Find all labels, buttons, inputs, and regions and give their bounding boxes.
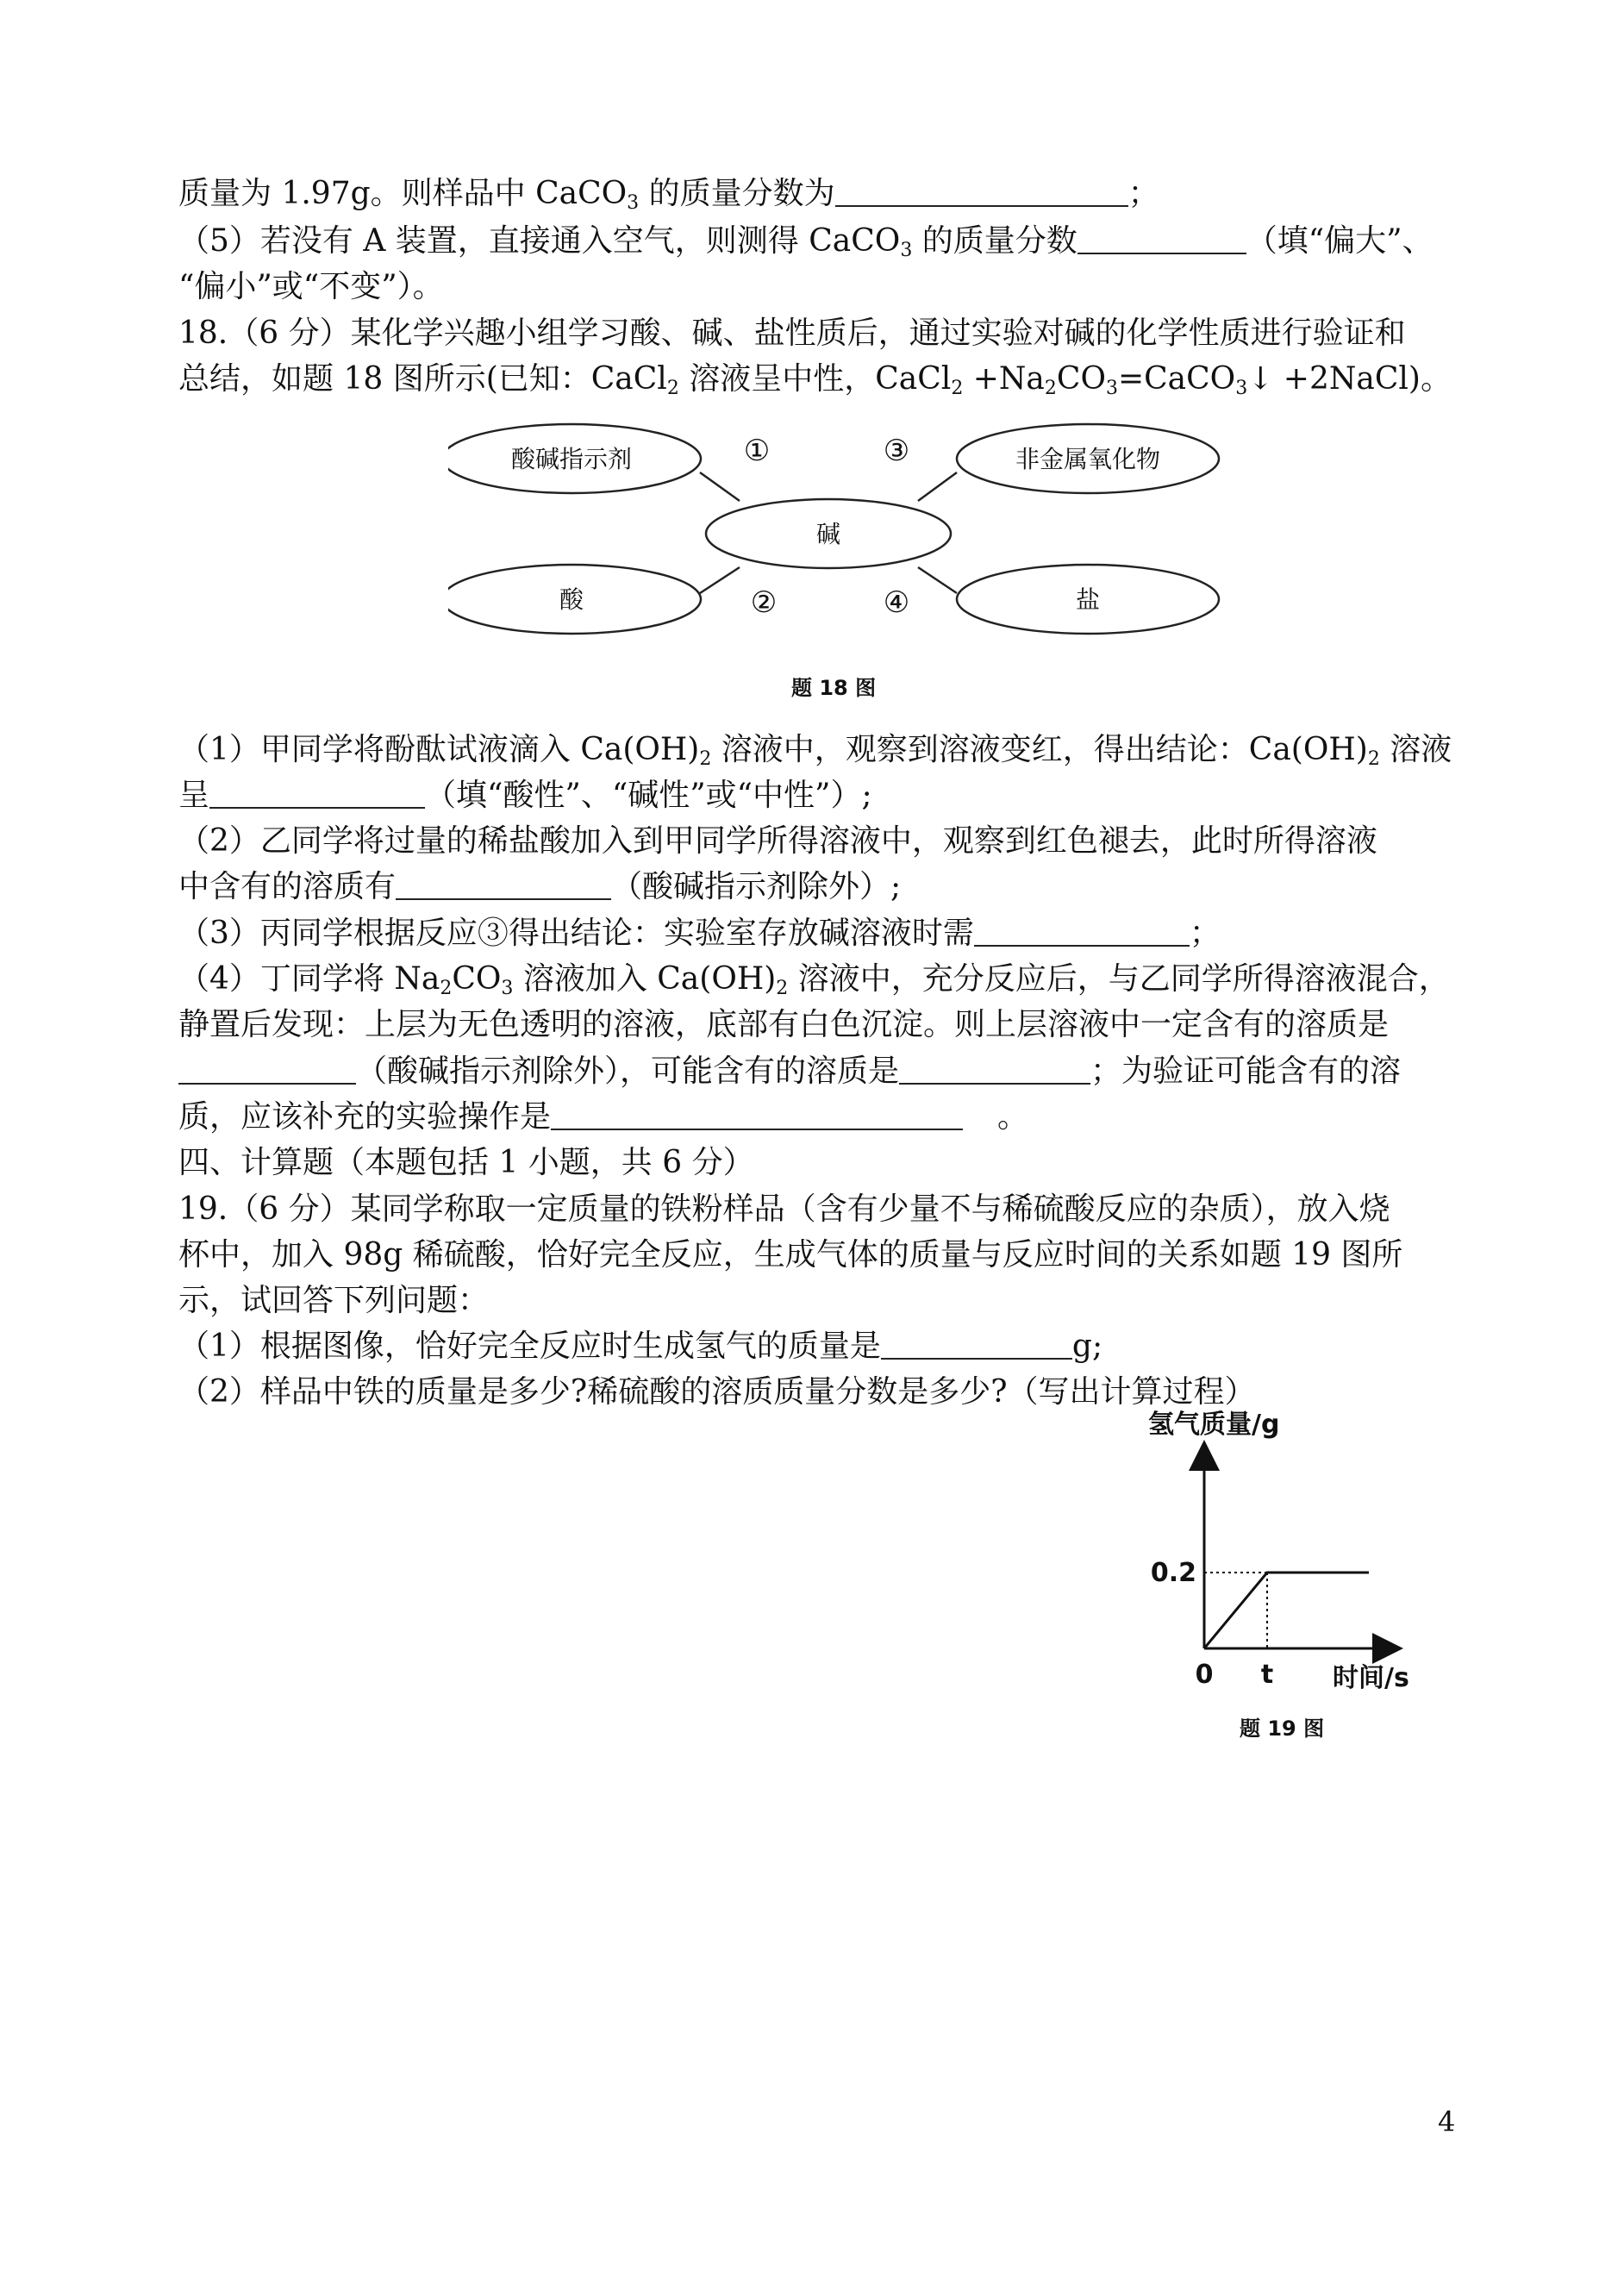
text: （酸碱指示剂除外），可能含有的溶质是 (356, 1054, 900, 1089)
text-line-19 (178, 1325, 1102, 1368)
text-line-8 (178, 820, 1377, 863)
text: （酸碱指示剂除外）; (611, 869, 902, 904)
origin-label: 0 (1195, 1660, 1214, 1690)
text: （4）丁同学将 Na (178, 961, 440, 997)
text: 质量为 1.97g。则样品中 CaCO (178, 176, 628, 211)
text: （1）根据图像，恰好完全反应时生成氢气的质量是 (178, 1329, 881, 1364)
section-4-heading (178, 1141, 754, 1185)
text: “偏小”或“不变”）。 (178, 269, 444, 304)
node-label-base: 碱 (815, 520, 841, 548)
text: ； (1127, 176, 1159, 211)
page-number: 4 (1438, 2105, 1456, 2138)
node-label-salt: 盐 (1075, 585, 1101, 614)
text-line-13 (178, 1050, 1401, 1093)
text: （2）样品中铁的质量是多少?稀硫酸的溶质质量分数是多少?（写出计算过程） (178, 1374, 1256, 1410)
text: 呈 (178, 778, 210, 813)
text: （3）丙同学根据反应③得出结论：实验室存放碱溶液时需 (178, 916, 974, 951)
subscript: 2 (1367, 748, 1380, 770)
text-line-10 (178, 912, 1221, 955)
text: 溶液中，充分反应后，与乙同学所得溶液混合， (788, 961, 1450, 997)
text-line-7 (178, 774, 872, 817)
text: 溶液中，观察到溶液变红，得出结论：Ca(OH) (711, 732, 1368, 767)
text: 质，应该补充的实验操作是 (178, 1099, 552, 1135)
text-line-3 (178, 266, 444, 309)
subscript: 3 (501, 978, 514, 999)
y-tick-label: 0.2 (1150, 1558, 1196, 1588)
text: （填“偏大”、 (1246, 223, 1433, 259)
node-label-acid: 酸 (559, 585, 584, 614)
answer-blank[interactable] (178, 1052, 356, 1085)
series-line (1204, 1573, 1369, 1648)
connector-line (918, 472, 957, 501)
text: （5）若没有 A 装置，直接通入空气，则测得 CaCO (178, 223, 901, 259)
text: 四、计算题（本题包括 1 小题，共 6 分） (178, 1145, 754, 1180)
text: 杯中，加入 98g 稀硫酸，恰好完全反应，生成气体的质量与反应时间的关系如题 19 图所 (178, 1237, 1403, 1273)
diagram-18 (448, 421, 1224, 662)
y-axis-label: 氢气质量/g (1148, 1410, 1280, 1440)
marker-3: ③ (883, 434, 910, 468)
text-line-11 (178, 958, 1450, 1001)
subscript: 2 (951, 378, 964, 399)
text: 溶液 (1379, 732, 1452, 767)
text: 的质量分数 (912, 223, 1077, 259)
text-line-1 (178, 172, 1159, 216)
text-line-12 (178, 1004, 1389, 1047)
text: CO (452, 961, 502, 997)
subscript: 3 (627, 192, 640, 214)
answer-blank[interactable] (396, 867, 611, 900)
text-line-14 (178, 1096, 1028, 1139)
text: （1）甲同学将酚酞试液滴入 Ca(OH) (178, 732, 700, 767)
text: 。 (997, 1099, 1029, 1135)
figure-18-caption: 题 18 图 (791, 676, 877, 700)
text: 示，试回答下列问题： (178, 1283, 490, 1318)
figure-19-chart (1138, 1397, 1422, 1690)
text: 18.（6 分）某化学兴趣小组学习酸、碱、盐性质后，通过实验对碱的化学性质进行验证和 (178, 316, 1406, 351)
text-line-5 (178, 358, 1452, 401)
answer-blank[interactable] (551, 1097, 963, 1130)
connector-line (700, 567, 740, 593)
text: ；为验证可能含有的溶 (1090, 1054, 1402, 1089)
subscript: 2 (666, 378, 679, 399)
text: 静置后发现：上层为无色透明的溶液，底部有白色沉淀。则上层溶液中一定含有的溶质是 (178, 1007, 1390, 1042)
text-line-17 (178, 1234, 1402, 1277)
connector-line (918, 567, 957, 593)
subscript: 2 (440, 978, 453, 999)
text: ↓ +2NaCl)。 (1247, 361, 1452, 397)
marker-1: ① (743, 434, 771, 468)
subscript: 2 (1044, 378, 1057, 399)
question-19-heading (178, 1188, 1390, 1231)
answer-blank[interactable] (899, 1052, 1090, 1085)
text: 中含有的溶质有 (178, 869, 397, 904)
text-line-20 (178, 1371, 1256, 1414)
subscript: 3 (900, 240, 913, 261)
marker-2: ② (750, 585, 778, 620)
subscript: 2 (699, 748, 712, 770)
node-label-indicator: 酸碱指示剂 (510, 445, 633, 473)
text: g; (1071, 1329, 1103, 1364)
subscript: 2 (776, 978, 789, 999)
text: 的质量分数为 (639, 176, 835, 211)
text-line-18 (178, 1279, 489, 1323)
answer-blank[interactable] (209, 776, 425, 809)
text: （填“酸性”、“碱性”或“中性”）; (425, 778, 872, 813)
text: （2）乙同学将过量的稀盐酸加入到甲同学所得溶液中，观察到红色褪去，此时所得溶液 (178, 823, 1377, 859)
text-line-9 (178, 866, 901, 909)
question-18-heading (178, 312, 1406, 355)
figure-19-caption: 题 19 图 (1240, 1717, 1325, 1741)
node-label-nonmetal-oxide: 非金属氧化物 (1015, 445, 1161, 473)
text: 19.（6 分）某同学称取一定质量的铁粉样品（含有少量不与稀硫酸反应的杂质），放入烧 (178, 1191, 1390, 1227)
text-line-2 (178, 220, 1433, 263)
answer-blank[interactable] (881, 1327, 1072, 1360)
subscript: 3 (1235, 378, 1248, 399)
marker-4: ④ (883, 585, 910, 620)
text: 溶液呈中性，CaCl (678, 361, 952, 397)
answer-blank[interactable] (835, 174, 1128, 207)
text: 总结，如题 18 图所示(已知：CaCl (178, 361, 667, 397)
connector-line (700, 472, 740, 501)
answer-blank[interactable] (974, 914, 1190, 947)
text-line-6 (178, 729, 1452, 772)
text: =CaCO (1117, 361, 1236, 397)
text: +Na (963, 361, 1045, 397)
text: CO (1056, 361, 1106, 397)
x-axis-label: 时间/s (1333, 1663, 1409, 1690)
subscript: 3 (1105, 378, 1118, 399)
text: ； (1189, 916, 1221, 951)
x-tick-label: t (1260, 1660, 1274, 1690)
text: 溶液加入 Ca(OH) (513, 961, 777, 997)
answer-blank[interactable] (1077, 222, 1246, 254)
